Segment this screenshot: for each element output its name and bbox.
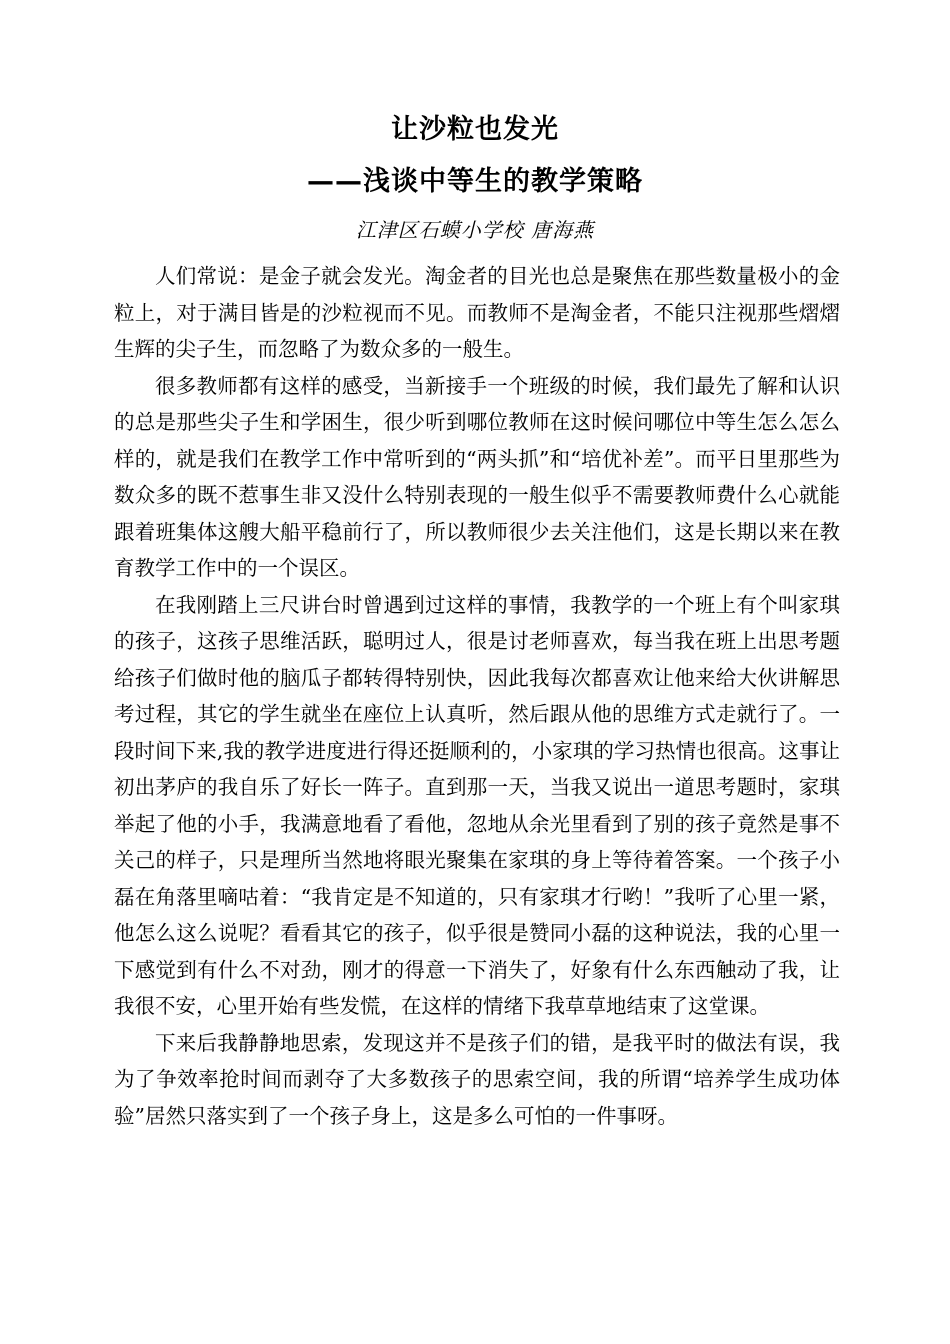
document-body <box>114 258 840 1134</box>
author-line: 江津区石蟆小学校 唐海燕 <box>355 218 595 242</box>
paragraph: 下来后我静静地思索，发现这并不是孩子们的错，是我平时的做法有误，我为了争效率抢时间而剥夺了大多数孩子的思索空间，我的所谓“培养学生成功体验”居然只落实到了一个孩子身上，这是多么可怕的一件事呀。 <box>114 1030 840 1128</box>
document-title: 让沙粒也发光 <box>391 114 559 145</box>
paragraph: 很多教师都有这样的感受，当新接手一个班级的时候，我们最先了解和认识的总是那些尖子生和学困生，很少听到哪位教师在这时候问哪位中等生怎么怎么样的，就是我们在教学工作中常听到的“两头抓”和“培优补差”。而平日里那些为数众多的既不惹事生非又没什么特别表现的一般生似乎不需要教师费什么心就能跟着班集体这艘大船平稳前行了，所以教师很少去关注他们，这是长期以来在教育教学工作中的一个误区。 <box>114 373 840 580</box>
document-subtitle: ——浅谈中等生的教学策略 <box>307 166 643 197</box>
paragraph: 人们常说：是金子就会发光。淘金者的目光也总是聚焦在那些数量极小的金粒上，对于满目皆是的沙粒视而不见。而教师不是淘金者，不能只注视那些熠熠生辉的尖子生，而忽略了为数众多的一般生。 <box>114 264 840 361</box>
paragraph: 在我刚踏上三尺讲台时曾遇到过这样的事情，我教学的一个班上有个叫家琪的孩子，这孩子思维活跃，聪明过人，很是讨老师喜欢，每当我在班上出思考题给孩子们做时他的脑瓜子都转得特别快，因此我每次都喜欢让他来给大伙讲解思考过程，其它的学生就坐在座位上认真听，然后跟从他的思维方式走就行了。一段时间下来,我的教学进度进行得还挺顺利的，小家琪的学习热情也很高。这事让初出茅庐的我自乐了好长一阵子。直到那一天，当我又说出一道思考题时，家琪举起了他的小手，我满意地看了看他，忽地从余光里看到了别的孩子竟然是事不关己的样子，只是理所当然地将眼光聚集在家琪的身上等待着答案。一个孩子小磊在角落里嘀咕着：“我肯定是不知道的，只有家琪才行哟！”我听了心里一紧，他怎么这么说呢？看看其它的孩子，似乎很是赞同小磊的这种说法，我的心里一下感觉到有什么不对劲，刚才的得意一下消失了，好象有什么东西触动了我，让我很不安，心里开始有些发慌，在这样的情绪下我草草地结束了这堂课。 <box>114 592 840 1018</box>
